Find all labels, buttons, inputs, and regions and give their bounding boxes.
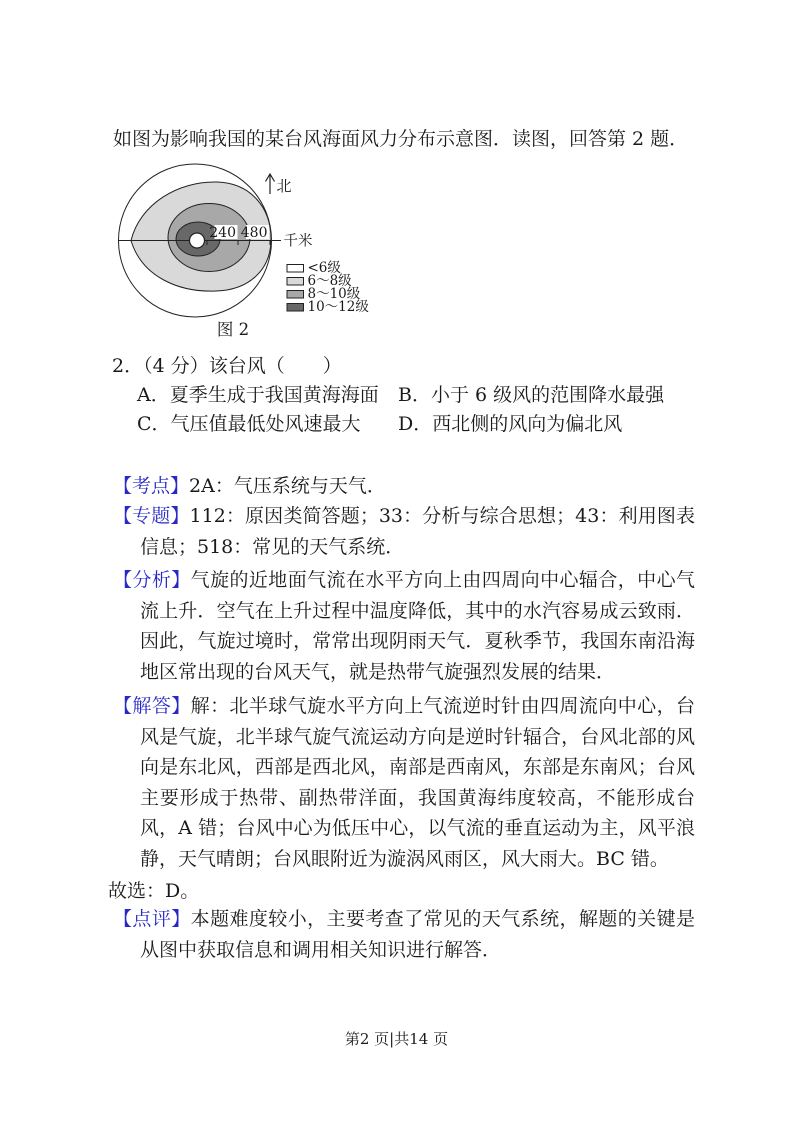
figure-legend bbox=[287, 260, 369, 315]
zhuanti-section bbox=[113, 501, 695, 562]
fenxi-tag: 【分析】 bbox=[113, 569, 191, 591]
intro-text: 如图为影响我国的某台风海面风力分布示意图．读图，回答第 2 题． bbox=[113, 128, 689, 150]
legend-swatch-8-10 bbox=[287, 291, 304, 299]
legend-label-6-8: 6～8级 bbox=[307, 273, 352, 289]
option-c: C．气压值最低处风速最大 bbox=[137, 413, 361, 435]
typhoon-wind-figure bbox=[100, 158, 400, 348]
option-b: B．小于 6 级风的范围降水最强 bbox=[398, 384, 665, 406]
dianping-text: 本题难度较小，主要考查了常见的天气系统，解题的关键是从图中获取信息和调用相关知识进行解答． bbox=[140, 908, 695, 961]
figure-caption: 图 2 bbox=[216, 320, 250, 339]
north-label: 北 bbox=[276, 177, 292, 195]
kaodian-section bbox=[113, 471, 695, 502]
legend-label-8-10: 8～10级 bbox=[307, 286, 361, 302]
dianping-tag: 【点评】 bbox=[113, 908, 191, 930]
legend-swatch-6-8 bbox=[287, 278, 304, 286]
zhuanti-tag: 【专题】 bbox=[113, 505, 190, 527]
dianping-section bbox=[113, 904, 695, 965]
typhoon-eye bbox=[190, 233, 205, 248]
jieda-text: 解：北半球气旋水平方向上气流逆时针由四周流向中心，台风是气旋，北半球气旋气流运动方向是逆时针辐合，台风北部的风向是东北风，西部是西北风，南部是西南风，东部是东南风；台风主要形成于热带、副热带洋面，我国黄海纬度较高，不能形成台风，A 错；台风中心为低压中心，以气流的垂直运动为主，风平浪静，天气晴朗；台风眼附近为漩涡风雨区，风大雨大。BC 错。 bbox=[140, 695, 695, 870]
kaodian-text: 2A：气压系统与天气． bbox=[189, 475, 386, 497]
kaodian-tag: 【考点】 bbox=[113, 475, 190, 497]
option-d: D．西北侧的风向为偏北风 bbox=[398, 413, 623, 435]
north-arrow-icon bbox=[266, 174, 275, 194]
fenxi-section bbox=[113, 565, 695, 687]
conclusion-text: 故选：D。 bbox=[108, 880, 200, 902]
scale-unit-label: 千米 bbox=[283, 233, 313, 250]
scale-label-240: 240 bbox=[209, 225, 236, 241]
legend-swatch-10-12 bbox=[287, 304, 304, 312]
question-stem: 2．（4 分）该台风（ ） bbox=[112, 355, 342, 377]
page-number: 第2 页|共14 页 bbox=[344, 1030, 449, 1048]
scale-label-480: 480 bbox=[240, 225, 268, 241]
option-a: A．夏季生成于我国黄海海面 bbox=[137, 384, 379, 406]
fenxi-text: 气旋的近地面气流在水平方向上由四周向中心辐合，中心气流上升．空气在上升过程中温度降低，其中的水汽容易成云致雨．因此，气旋过境时，常常出现阴雨天气．夏秋季节，我国东南沿海地区常出现的台风天气，就是热带气旋强烈发展的结果． bbox=[140, 569, 695, 683]
legend-label-10-12: 10～12级 bbox=[307, 299, 369, 315]
zhuanti-text: 112：原因类简答题；33：分析与综合思想；43：利用图表信息；518：常见的天气系统． bbox=[140, 505, 695, 558]
legend-label-lt6: <6级 bbox=[307, 260, 341, 276]
jieda-tag: 【解答】 bbox=[113, 695, 191, 717]
jieda-section bbox=[113, 691, 695, 875]
legend-swatch-lt6 bbox=[287, 265, 304, 273]
